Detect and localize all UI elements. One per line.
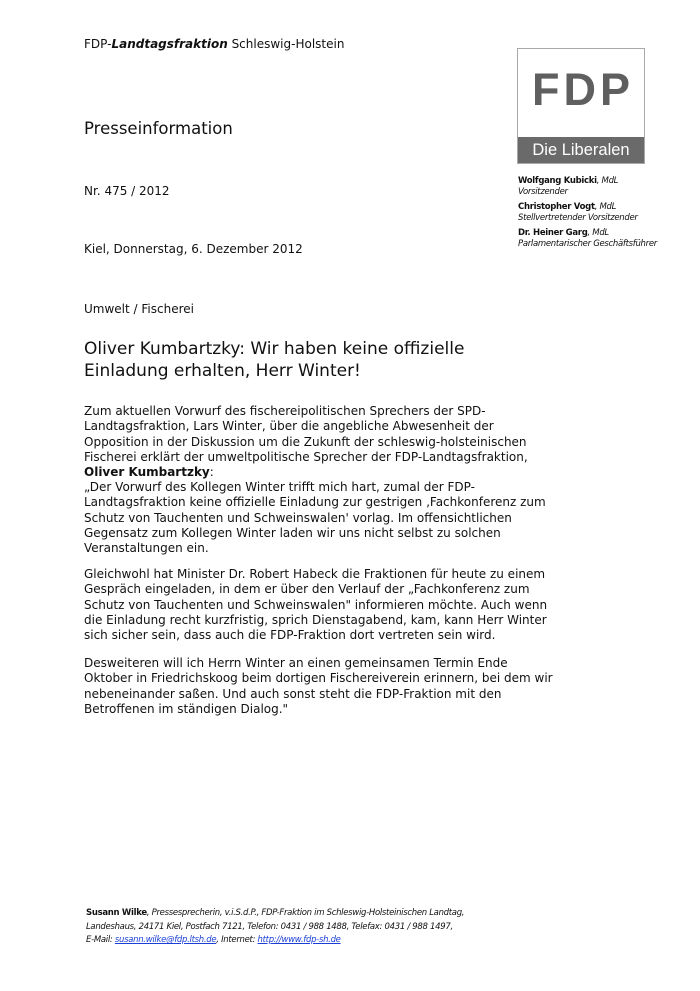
headline — [84, 338, 514, 382]
internet-label: , Internet: — [216, 935, 258, 945]
member-mdl: , MdL — [587, 228, 609, 238]
speaker-name: Oliver Kumbartzky — [84, 465, 210, 480]
member-name: Wolfgang Kubicki — [518, 176, 597, 186]
document-type: Presseinformation — [84, 119, 233, 138]
intro-paragraph — [84, 404, 554, 480]
board-member — [518, 228, 698, 250]
quote-paragraph-3: Desweiteren will ich Herrn Winter an einen gemeinsamen Termin Ende Oktober in Friedrichskoog beim dortigen Fischereiverein erinnern, bei dem wir nebeneinander saßen. Und auch sonst steht die FDP-Fraktion mit den Betroffenen im ständigen Dialog." — [84, 656, 553, 716]
member-name: Christopher Vogt — [518, 202, 595, 212]
headline-line-1: Oliver Kumbartzky: Wir haben keine offizielle — [84, 339, 465, 359]
email-label: E-Mail: — [86, 935, 115, 945]
logo-wordmark: FDP — [532, 64, 634, 115]
press-release-number: Nr. 475 / 2012 — [84, 184, 170, 198]
quote-paragraph-2: Gleichwohl hat Minister Dr. Robert Habeck die Fraktionen für heute zu einem Gespräch eingeladen, in dem er über den Verlauf der „Fachkonferenz zum Schutz von Tauchenten und Schweinswalen" informieren möchte. Auch wenn die Einladung recht kurzfristig, sprich Dienstagabend, kam, kann Herr Winter sich sicher sein, dass auch die FDP-Fraktion dort vertreten sein wird. — [84, 567, 548, 643]
email-link[interactable]: susann.wilke@fdp.ltsh.de — [114, 935, 217, 945]
member-title: Parlamentarischer Geschäftsführer — [518, 239, 657, 249]
footer-contact — [86, 907, 526, 948]
website-link[interactable]: http://www.fdp-sh.de — [257, 935, 341, 945]
logo-tagline: Die Liberalen — [518, 137, 644, 163]
board-members — [518, 176, 698, 254]
board-member — [518, 176, 698, 198]
org-suffix: Schleswig-Holstein — [227, 37, 345, 51]
org-prefix: FDP- — [84, 37, 112, 51]
member-mdl: , MdL — [594, 202, 617, 212]
intro-text: Zum aktuellen Vorwurf des fischereipolitischen Sprechers der SPD-Landtagsfraktion, Lars Winter, über die angebliche Abwesenheit der Opposition in der Diskussion um die Zukunft der schleswig-holsteinischen Fischerei erklärt der umweltpolitische Sprecher der FDP-Landtagsfraktion, — [84, 404, 528, 464]
quote-paragraph-1: „Der Vorwurf des Kollegen Winter trifft mich hart, zumal der FDP-Landtagsfraktion keine offizielle Einladung zur gestrigen ‚Fachkonferenz zum Schutz von Tauchenten und Schweinswalen' vorlag. Im offensichtlichen Gegensatz zum Kollegen Winter laden wir uns nicht selbst zu solchen Veranstaltungen ein. — [84, 480, 546, 556]
contact-role: , Pressesprecherin, v.i.S.d.P., FDP-Fraktion im Schleswig-Holsteinischen Landtag, — [146, 908, 465, 918]
fdp-logo — [517, 48, 645, 164]
organization-header — [84, 37, 344, 52]
member-title: Vorsitzender — [518, 187, 568, 197]
member-title: Stellvertretender Vorsitzender — [518, 213, 638, 223]
intro-end: : — [209, 465, 214, 480]
document-date: Kiel, Donnerstag, 6. Dezember 2012 — [84, 242, 303, 256]
member-name: Dr. Heiner Garg — [518, 228, 588, 238]
contact-address: Landeshaus, 24171 Kiel, Postfach 7121, Telefon: 0431 / 988 1488, Telefax: 0431 / 988 1497, — [86, 921, 453, 932]
org-name-bold: Landtagsfraktion — [111, 37, 228, 51]
contact-name: Susann Wilke — [86, 908, 147, 918]
headline-line-2: Einladung erhalten, Herr Winter! — [84, 361, 361, 381]
board-member — [518, 202, 698, 224]
member-mdl: , MdL — [596, 176, 619, 186]
topic-label: Umwelt / Fischerei — [84, 302, 194, 316]
